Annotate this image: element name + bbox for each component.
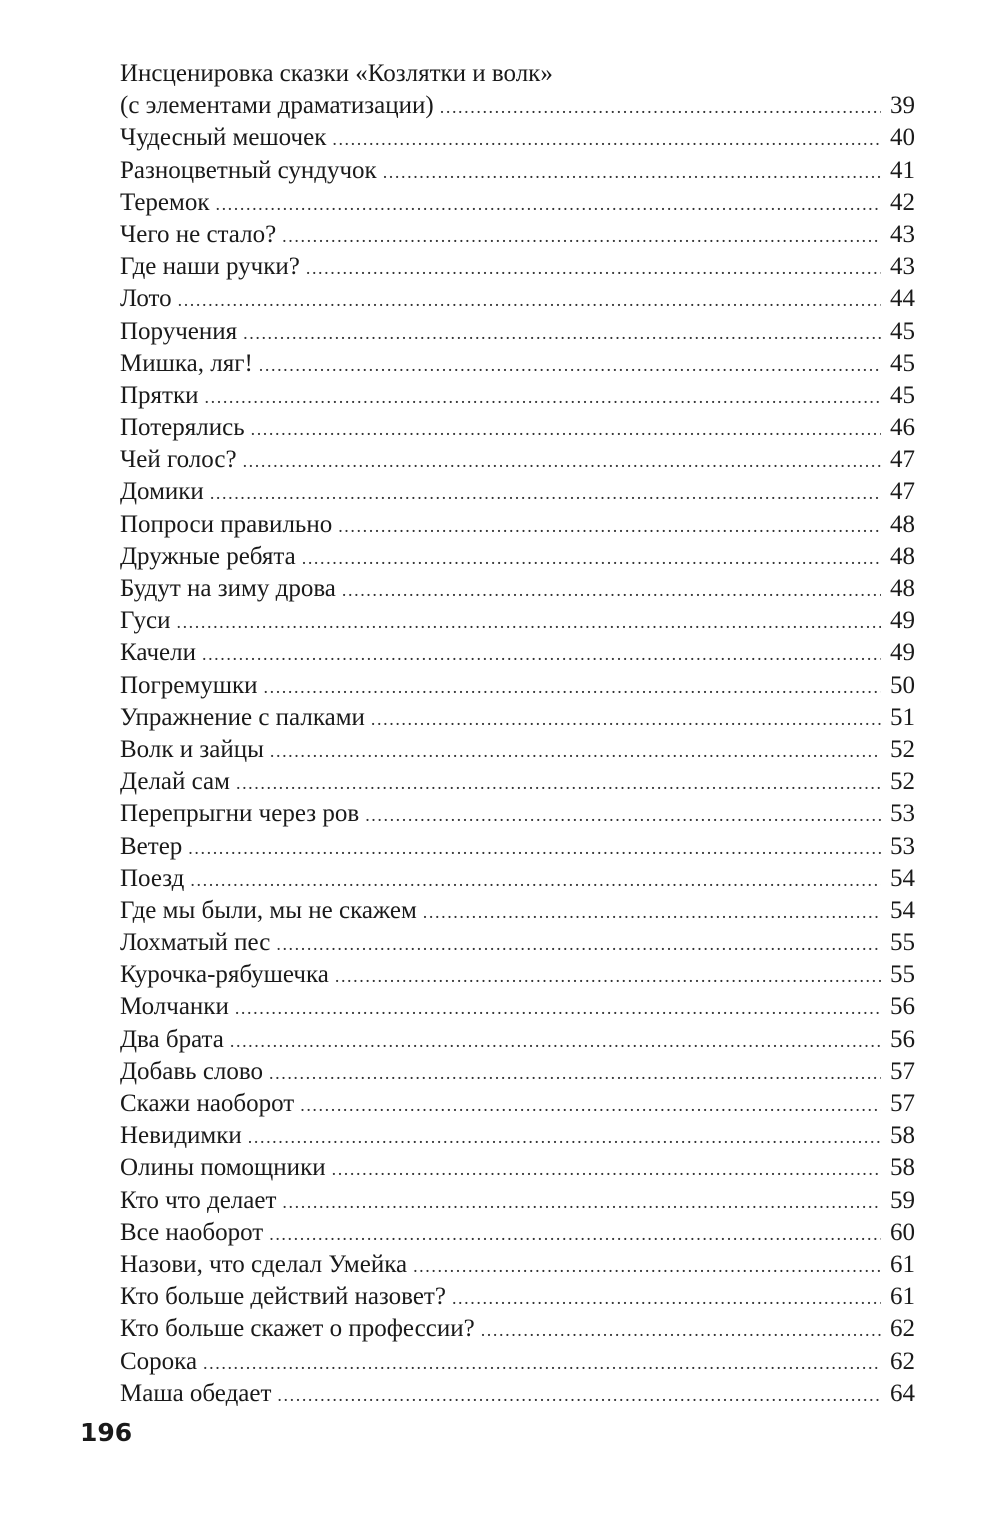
toc-dot-leader xyxy=(306,252,881,284)
toc-entry xyxy=(120,831,915,863)
toc-entry-page: 58 xyxy=(890,1122,915,1150)
toc-entry xyxy=(120,1313,915,1345)
toc-entry-title: Упражнение с палками xyxy=(120,703,365,731)
toc-entry-page: 48 xyxy=(890,510,915,538)
toc-entry-page: 61 xyxy=(890,1283,915,1311)
toc-entry xyxy=(120,283,915,315)
page-number: 196 xyxy=(80,1418,133,1447)
toc-entry xyxy=(120,798,915,830)
toc-entry xyxy=(120,1024,915,1056)
toc-entry-page: 46 xyxy=(890,414,915,442)
toc-entry-title: Чего не стало? xyxy=(120,220,277,248)
toc-entry-page: 54 xyxy=(890,864,915,892)
toc-entry-title: Волк и зайцы xyxy=(120,735,264,763)
toc-entry xyxy=(120,895,915,927)
toc-entry-title: Делай сам xyxy=(120,768,230,796)
toc-entries-list xyxy=(120,90,915,1410)
toc-entry-title: Гуси xyxy=(120,607,171,635)
toc-dot-leader xyxy=(230,1025,881,1057)
toc-entry-title: Разноцветный сундучок xyxy=(120,156,377,184)
toc-entry xyxy=(120,155,915,187)
toc-entry-page: 45 xyxy=(890,317,915,345)
toc-entry xyxy=(120,348,915,380)
toc-dot-leader xyxy=(215,188,881,220)
toc-dot-leader xyxy=(205,381,881,413)
toc-entry xyxy=(120,1281,915,1313)
toc-dot-leader xyxy=(269,1057,881,1089)
toc-entry-page: 53 xyxy=(890,832,915,860)
toc-entry xyxy=(120,90,915,122)
toc-entry-page: 50 xyxy=(890,671,915,699)
toc-entry xyxy=(120,1346,915,1378)
toc-dot-leader xyxy=(188,832,881,864)
toc-dot-leader xyxy=(371,703,881,735)
toc-entry-title: Дружные ребята xyxy=(120,542,296,570)
toc-dot-leader xyxy=(236,767,881,799)
toc-entry-page: 56 xyxy=(890,1025,915,1053)
toc-entry-page: 48 xyxy=(890,542,915,570)
toc-entry-page: 55 xyxy=(890,929,915,957)
toc-entry-page: 48 xyxy=(890,575,915,602)
toc-dot-leader xyxy=(202,638,881,670)
toc-entry xyxy=(120,991,915,1023)
toc-entry-page: 49 xyxy=(890,639,915,667)
toc-entry-page: 56 xyxy=(890,993,915,1021)
toc-entry-title: Лото xyxy=(120,285,172,313)
toc-dot-leader xyxy=(383,156,881,188)
toc-entry xyxy=(120,1120,915,1152)
toc-dot-leader xyxy=(413,1250,881,1282)
toc-entry-title: Сорока xyxy=(120,1347,198,1375)
toc-entry xyxy=(120,219,915,251)
toc-dot-leader xyxy=(248,1121,881,1153)
toc-entry-title: Потерялись xyxy=(120,414,245,442)
toc-entry-title: Молчанки xyxy=(120,993,229,1021)
toc-entry-page: 47 xyxy=(890,446,915,474)
toc-entry-title: Добавь слово xyxy=(120,1057,264,1085)
toc-dot-leader xyxy=(452,1282,881,1314)
toc-entry-page: 55 xyxy=(890,961,915,989)
toc-entry xyxy=(120,122,915,154)
toc-entry-title: Назови, что сделал Умейка xyxy=(120,1250,408,1278)
toc-entry-page: 45 xyxy=(890,381,915,409)
toc-dot-leader xyxy=(269,1218,881,1250)
toc-entry xyxy=(120,509,915,541)
toc-entry-title: (с элементами драматизации) xyxy=(120,92,434,120)
toc-entry xyxy=(120,412,915,444)
toc-dot-leader xyxy=(335,960,881,992)
toc-entry-page: 52 xyxy=(890,768,915,796)
toc-entry-page: 53 xyxy=(890,800,915,828)
toc-dot-leader xyxy=(243,445,881,477)
toc-entry xyxy=(120,541,915,573)
toc-entry-title: Прятки xyxy=(120,381,199,409)
toc-entry xyxy=(120,1217,915,1249)
toc-entry xyxy=(120,1056,915,1088)
toc-entry-page: 39 xyxy=(890,92,915,120)
toc-entry-page: 61 xyxy=(890,1250,915,1278)
toc-entry-title: Будут на зиму дрова xyxy=(120,575,336,602)
toc-entry-title: Ветер xyxy=(120,832,183,860)
toc-entry xyxy=(120,766,915,798)
toc-entry-title: Чей голос? xyxy=(120,446,237,474)
toc-entry-page: 43 xyxy=(890,220,915,248)
toc-entry-page: 42 xyxy=(890,188,915,216)
toc-entry-page: 41 xyxy=(890,156,915,184)
toc-dot-leader xyxy=(176,606,881,638)
toc-entry-page: 49 xyxy=(890,607,915,635)
toc-entry-page: 64 xyxy=(890,1379,915,1407)
toc-entry-page: 54 xyxy=(890,896,915,924)
toc-entry xyxy=(120,1185,915,1217)
toc-dot-leader xyxy=(190,864,881,896)
toc-dot-leader xyxy=(338,510,881,542)
toc-entry-page: 51 xyxy=(890,703,915,731)
toc-entry xyxy=(120,1378,915,1410)
toc-entry-title: Все наоборот xyxy=(120,1218,264,1246)
toc-dot-leader xyxy=(332,1153,881,1185)
toc-dot-leader xyxy=(251,413,881,445)
toc-entry xyxy=(120,573,915,605)
toc-dot-leader xyxy=(277,1379,881,1411)
toc-entry xyxy=(120,605,915,637)
toc-entry xyxy=(120,187,915,219)
toc-dot-leader xyxy=(178,284,881,316)
toc-dot-leader xyxy=(243,317,881,349)
toc-entry-title: Скажи наоборот xyxy=(120,1090,295,1117)
toc-entry-title: Перепрыгни через ров xyxy=(120,800,360,828)
toc-entry-page: 62 xyxy=(890,1315,915,1343)
toc-entry-page: 40 xyxy=(890,124,915,152)
toc-entry xyxy=(120,670,915,702)
toc-entry-title: Чудесный мешочек xyxy=(120,124,327,152)
toc-entry-page: 44 xyxy=(890,285,915,313)
toc-entry xyxy=(120,702,915,734)
toc-entry-page: 52 xyxy=(890,735,915,763)
toc-dot-leader xyxy=(282,220,881,252)
toc-entry-title: Мишка, ляг! xyxy=(120,349,253,377)
toc-entry-title: Кто больше действий назовет? xyxy=(120,1283,446,1311)
toc-entry xyxy=(120,637,915,669)
toc-entry xyxy=(120,380,915,412)
toc-entry-title: Теремок xyxy=(120,188,210,216)
toc-entry-title: Где мы были, мы не скажем xyxy=(120,896,417,924)
toc-dot-leader xyxy=(332,123,881,155)
toc-dot-leader xyxy=(342,574,881,606)
toc-dot-leader xyxy=(423,896,881,928)
toc-entry-title: Где наши ручки? xyxy=(120,253,300,281)
toc-entry xyxy=(120,316,915,348)
toc-entry xyxy=(120,863,915,895)
toc-entry-page: 43 xyxy=(890,253,915,281)
toc-entry-title: Два брата xyxy=(120,1025,224,1053)
toc-entry-title: Попроси правильно xyxy=(120,510,333,538)
toc-entry-title: Кто что делает xyxy=(120,1186,277,1214)
toc-entry-page: 57 xyxy=(890,1090,915,1117)
toc-dot-leader xyxy=(365,799,881,831)
toc-dot-leader xyxy=(270,735,881,767)
toc-entry xyxy=(120,734,915,766)
toc-entry-page: 59 xyxy=(890,1186,915,1214)
toc-dot-leader xyxy=(235,992,881,1024)
toc-dot-leader xyxy=(481,1314,881,1346)
toc-entry-title: Поезд xyxy=(120,864,185,892)
toc-entry-title: Маша обедает xyxy=(120,1379,272,1407)
toc-entry xyxy=(120,1088,915,1120)
toc-entry xyxy=(120,927,915,959)
toc-entry-title: Курочка-рябушечка xyxy=(120,961,329,989)
toc-entry-page: 60 xyxy=(890,1218,915,1246)
toc-entry-title: Домики xyxy=(120,478,204,506)
toc-dot-leader xyxy=(282,1186,881,1218)
toc-dot-leader xyxy=(302,542,881,574)
toc-entry-title: Кто больше скажет о профессии? xyxy=(120,1315,475,1343)
toc-dot-leader xyxy=(276,928,881,960)
toc-entry xyxy=(120,1152,915,1184)
toc-dot-leader xyxy=(203,1347,881,1379)
toc-entry xyxy=(120,959,915,991)
toc-heading-line: Инсценировка сказки «Козлятки и волк» xyxy=(120,60,553,87)
toc-entry xyxy=(120,1249,915,1281)
toc-dot-leader xyxy=(300,1089,881,1121)
toc-entry-page: 58 xyxy=(890,1154,915,1182)
toc-entry-title: Поручения xyxy=(120,317,238,345)
toc-entry-title: Качели xyxy=(120,639,196,667)
toc-entry xyxy=(120,444,915,476)
toc-dot-leader xyxy=(210,477,881,509)
toc-entry-page: 62 xyxy=(890,1347,915,1375)
toc-entry-title: Погремушки xyxy=(120,671,258,699)
toc-entry-page: 45 xyxy=(890,349,915,377)
toc-entry-title: Невидимки xyxy=(120,1122,242,1150)
toc-dot-leader xyxy=(440,91,881,123)
toc-dot-leader xyxy=(259,349,881,381)
toc-entry xyxy=(120,476,915,508)
toc-entry-page: 47 xyxy=(890,478,915,506)
toc-entry-title: Лохматый пес xyxy=(120,929,271,957)
toc-dot-leader xyxy=(264,671,882,703)
table-of-contents xyxy=(120,58,915,1410)
toc-entry xyxy=(120,251,915,283)
toc-entry-page: 57 xyxy=(890,1057,915,1085)
toc-entry-title: Олины помощники xyxy=(120,1154,326,1182)
